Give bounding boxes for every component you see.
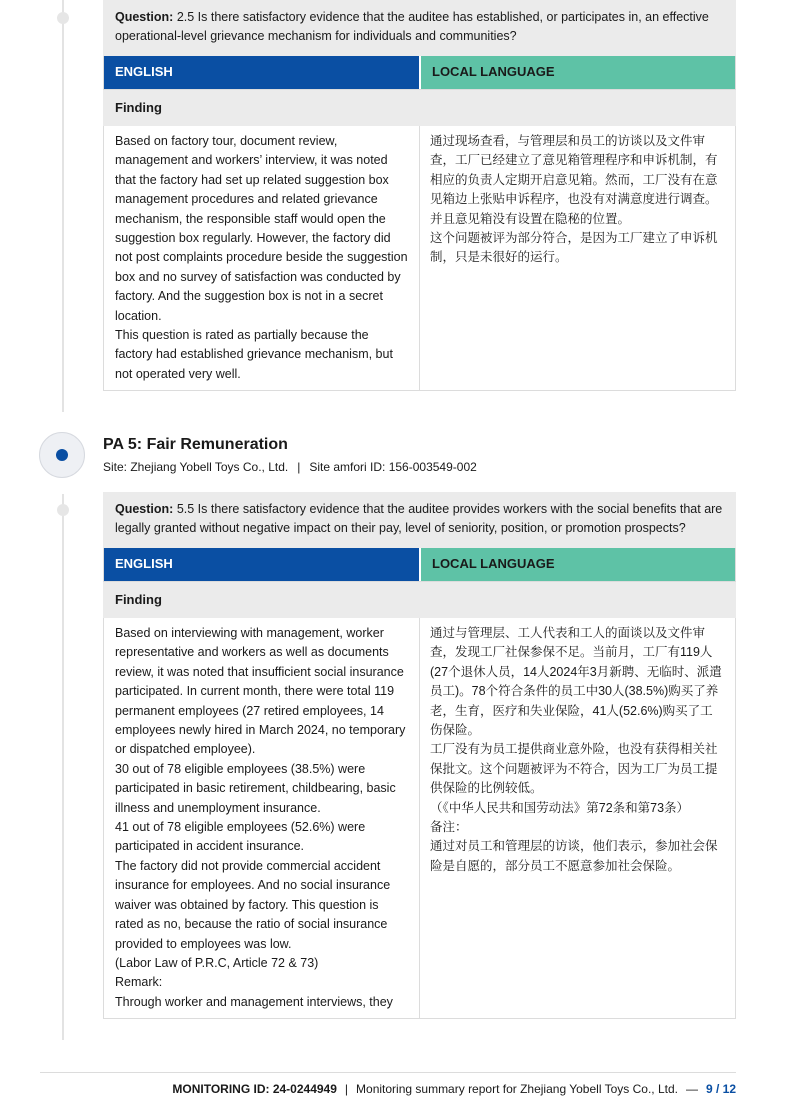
site-separator: | (297, 460, 301, 474)
footer-divider (40, 1072, 736, 1073)
finding-local-paragraph: 备注： (430, 820, 468, 835)
page-number: 9 / 12 (705, 1082, 736, 1096)
question-box (103, 492, 736, 548)
finding-english (104, 618, 420, 1018)
finding-english-paragraph: 41 out of 78 eligible employees (52.6%) were participated in accident insurance. (115, 820, 366, 854)
finding-local-paragraph: 通过与管理层、工人代表和工人的面谈以及文件审查，发现工厂社保参保不足。当前月，工厂有119人(27个退休人员，14人2024年3月新聘、无临时、派遣员工)。78个符合条件的员工中30人(38.5%)购买了养老，生育，医疗和失业保险，41人(52.6%)购买了工伤保险。 (430, 626, 722, 738)
question-text: 2.5 Is there satisfactory evidence that the auditee has established, or participates in, an effective operational-level grievance mechanism for individuals and communities? (115, 10, 709, 43)
question-card-2-5 (103, 0, 736, 391)
question-text: 5.5 Is there satisfactory evidence that the auditee provides workers with the social benefits that are legally granted without negative impact on their pay, level of seniority, position, or promotion prospects? (115, 502, 723, 535)
question-card-5-5 (103, 492, 736, 1019)
section-marker-icon (39, 432, 85, 478)
finding-local-paragraph: （《中华人民共和国劳动法》第72条和第73条） (430, 800, 690, 815)
finding-label: Finding (103, 582, 736, 618)
section-site-info (103, 460, 477, 474)
finding-english-paragraph: (Labor Law of P.R.C, Article 72 & 73) (115, 955, 319, 970)
finding-local (420, 126, 735, 390)
timeline-dot (57, 12, 69, 24)
finding-local-paragraph: 工厂没有为员工提供商业意外险，也没有获得相关社保批文。这个问题被评为不符合，因为工厂为员工提供保险的比例较低。 (430, 742, 718, 796)
finding-english-paragraph: Remark: (115, 975, 163, 990)
footer-dash: — (685, 1082, 698, 1096)
finding-local (420, 618, 735, 1018)
timeline-dot (57, 504, 69, 516)
timeline-line-bottom (62, 494, 64, 1040)
finding-english-paragraph: Based on interviewing with management, worker representative and workers as well as documents review, it was noted that insufficient social insurance participated. In current month, there were total 119 permanent employees (27 retired employees, 14 employees newly hired in March 2024, no temporary or dispatched employee). (115, 626, 406, 757)
finding-local-paragraph: 通过现场查看，与管理层和员工的访谈以及文件审查，工厂已经建立了意见箱管理程序和申诉机制，有相应的负责人定期开启意见箱。然而，工厂没有在意见箱边上张贴申诉程序，也没有对满意度进行调查。并且意见箱没有设置在隐秘的位置。 (430, 134, 718, 226)
finding-english (104, 126, 420, 390)
finding-english-paragraph: The factory did not provide commercial accident insurance for employees. And no social insurance waiver was obtained by factory. This question is rated as no, because the ratio of social insurance provided to employees was low. (115, 858, 391, 951)
language-header (103, 56, 736, 90)
section-marker-dot (56, 449, 68, 461)
footer-separator: | (344, 1082, 349, 1096)
finding-body (103, 126, 736, 391)
finding-english-paragraph: This question is rated as partially because the factory had established grievance mechanism, but not operated very well. (115, 328, 393, 381)
timeline-line-top (62, 0, 64, 412)
finding-label: Finding (103, 90, 736, 126)
finding-local-paragraph: 通过对员工和管理层的访谈，他们表示，参加社会保险是自愿的，部分员工不愿意参加社会保险。 (430, 839, 718, 873)
section-title: PA 5: Fair Remuneration (103, 436, 288, 453)
monitoring-id: MONITORING ID: 24-0244949 (172, 1082, 337, 1096)
question-label: Question: (115, 502, 174, 516)
finding-english-paragraph: Based on factory tour, document review, management and workers’ interview, it was noted that the factory had set up related suggestion box management procedures and related grievance mechanism, the responsible staff would open the suggestion box regularly. However, the factory did not post complaints procedure beside the suggestion box and no survey of satisfaction was conducted by factory. And the suggestion box is not in a secret location. (115, 134, 408, 323)
english-header: ENGLISH (104, 548, 419, 581)
report-title: Monitoring summary report for Zhejiang Yobell Toys Co., Ltd. (356, 1082, 678, 1096)
question-label: Question: (115, 10, 174, 24)
finding-english-paragraph: Through worker and management interviews, they (115, 994, 393, 1009)
local-language-header: LOCAL LANGUAGE (419, 548, 735, 581)
language-header (103, 548, 736, 582)
finding-local-paragraph: 这个问题被评为部分符合，是因为工厂建立了申诉机制，只是未很好的运行。 (430, 231, 718, 265)
page-footer (172, 1082, 736, 1096)
site-name: Site: Zhejiang Yobell Toys Co., Ltd. (103, 460, 289, 474)
finding-english-paragraph: 30 out of 78 eligible employees (38.5%) were participated in basic retirement, childbearing, basic illness and unemployment insurance. (115, 761, 396, 815)
local-language-header: LOCAL LANGUAGE (419, 56, 735, 89)
site-id: Site amfori ID: 156-003549-002 (309, 460, 477, 474)
question-box (103, 0, 736, 56)
finding-body (103, 618, 736, 1019)
english-header: ENGLISH (104, 56, 419, 89)
